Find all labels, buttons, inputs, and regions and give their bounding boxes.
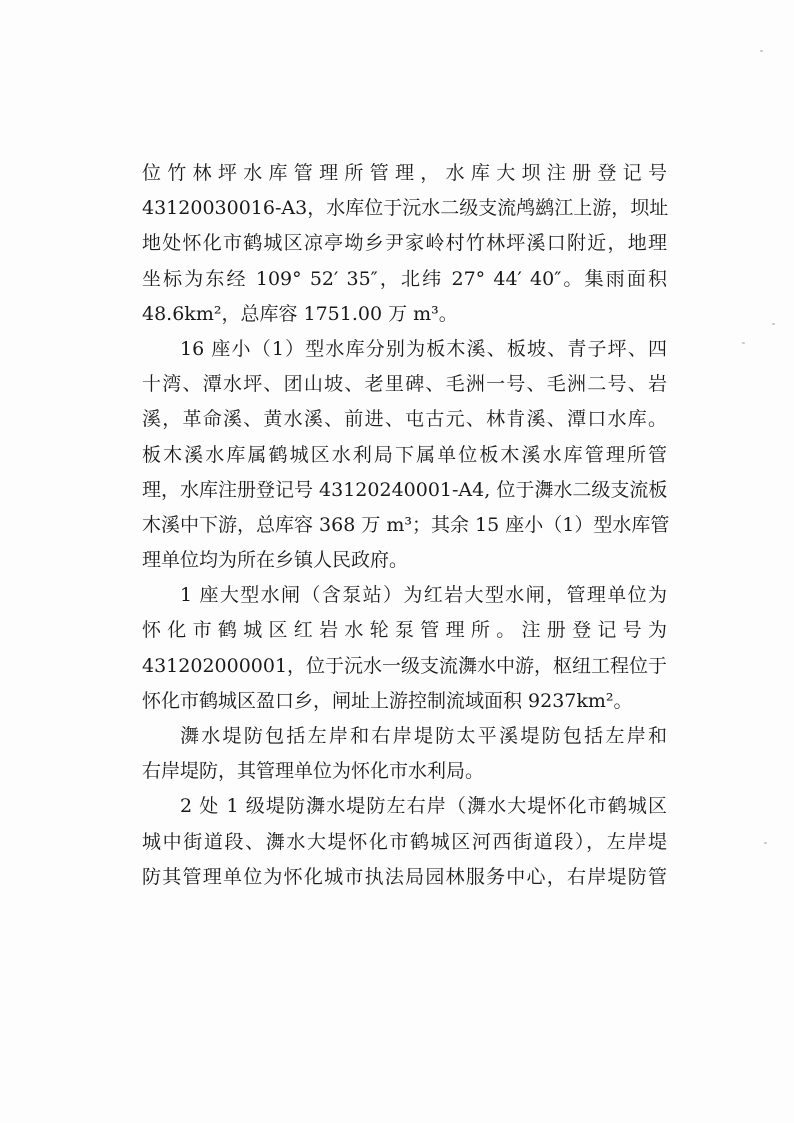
text-line: 理单位均为所在乡镇人民政府。 [142,549,409,572]
text-line: 㵲水堤防包括左岸和右岸堤防太平溪堤防包括左岸和 [180,725,667,747]
paragraph-4 [142,719,667,789]
text-line: 理，水库注册登记号 43120240001-A4, 位于㵲水二级支流板 [142,478,668,501]
scan-speck [764,842,767,844]
text-line: 城中街道段、㵲水大堤怀化市鹤城区河西街道段），左岸堤 [142,830,667,853]
text-line: 2 处 1 级堤防㵲水堤防左右岸（㵲水大堤怀化市鹤城区 [180,795,667,818]
text-line: 怀化市鹤城区红岩水轮泵管理所。注册登记号为 [142,619,667,642]
text-line: 431202000001，位于沅水一级支流㵲水中游，枢纽工程位于 [142,654,668,677]
text-line: 溪，革命溪、黄水溪、前进、屯古元、林肯溪、潭口水库。 [142,408,667,431]
text-line: 十湾、潭水坪、团山坡、老里碑、毛洲一号、毛洲二号、岩 [142,373,667,396]
document-body [142,156,670,895]
text-line: 48.6km²，总库容 1751.00 万 m³。 [142,302,458,325]
text-line: 16 座小（1）型水库分别为板木溪、板坡、青子坪、四 [180,337,667,360]
text-line: 地处怀化市鹤城区凉亭坳乡尹家岭村竹林坪溪口附近，地理 [142,232,667,255]
text-line: 坐标为东经 109° 52′ 35″，北纬 27° 44′ 40″。集雨面积 [142,267,667,290]
scan-speck [742,342,745,344]
text-line: 板木溪水库属鹤城区水利局下属单位板木溪水库管理所管 [142,443,667,466]
paragraph-5 [142,789,667,895]
text-line: 1 座大型水闸（含泵站）为红岩大型水闸，管理单位为 [180,584,667,607]
text-line: 防其管理单位为怀化城市执法局园林服务中心，右岸堤防管 [142,865,667,888]
text-line: 怀化市鹤城区盈口乡，闸址上游控制流域面积 9237km²。 [142,689,633,712]
text-line: 43120030016-A3，水库位于沅水二级支流鸬鹚江上游，坝址 [142,197,669,220]
scan-speck [760,50,763,52]
text-line: 木溪中下游，总库容 368 万 m³；其余 15 座小（1）型水库管 [142,513,670,536]
paragraph-1 [142,156,667,332]
text-line: 位竹林坪水库管理所管理，水库大坝注册登记号 [142,162,667,184]
paragraph-2 [142,332,670,578]
scan-speck [772,323,775,325]
text-line: 右岸堤防，其管理单位为怀化市水利局。 [142,760,485,783]
paragraph-3 [142,578,667,719]
